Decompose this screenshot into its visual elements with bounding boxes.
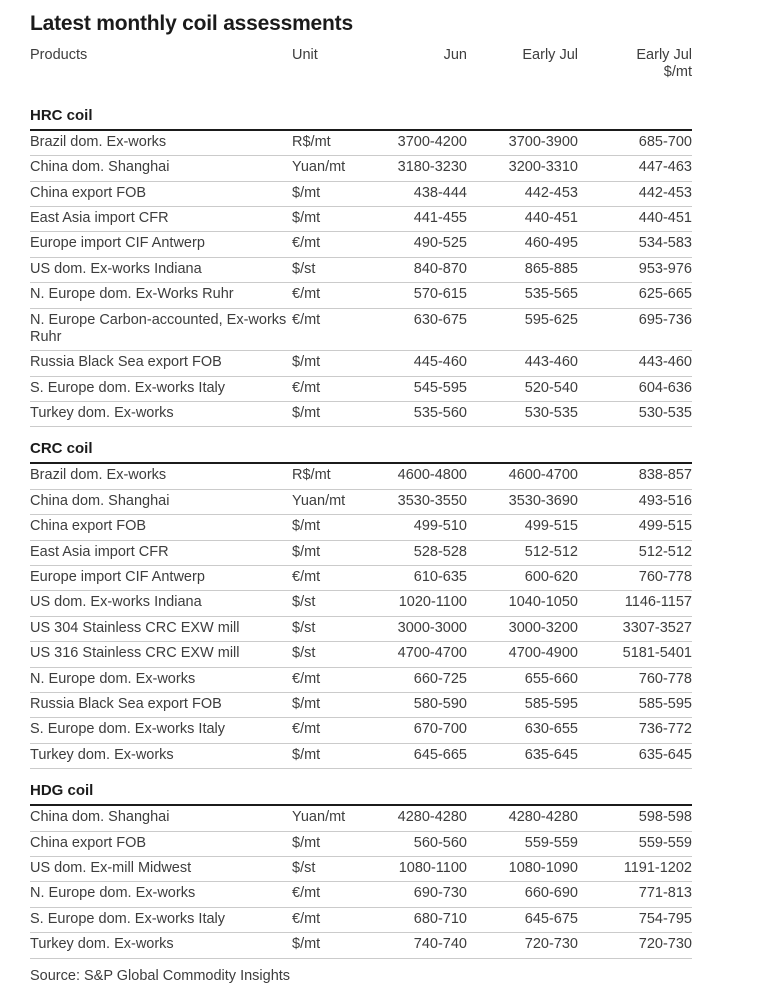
early-jul-usd-cell: 604-636 bbox=[578, 376, 692, 401]
unit-cell: $/mt bbox=[292, 933, 377, 958]
early-jul-cell: 559-559 bbox=[467, 831, 578, 856]
product-cell: Turkey dom. Ex-works bbox=[30, 933, 292, 958]
table-row bbox=[30, 130, 692, 156]
early-jul-usd-cell: 720-730 bbox=[578, 933, 692, 958]
table-row bbox=[30, 489, 692, 514]
early-jul-usd-cell: 695-736 bbox=[578, 308, 692, 351]
col-header-early-jul-usd-line2: $/mt bbox=[663, 64, 692, 81]
unit-cell: $/mt bbox=[292, 351, 377, 376]
early-jul-cell: 1040-1050 bbox=[467, 591, 578, 616]
unit-cell: Yuan/mt bbox=[292, 156, 377, 181]
jun-cell: 4600-4800 bbox=[377, 463, 467, 489]
unit-cell: Yuan/mt bbox=[292, 489, 377, 514]
early-jul-usd-cell: 625-665 bbox=[578, 283, 692, 308]
table-row bbox=[30, 933, 692, 958]
early-jul-cell: 865-885 bbox=[467, 257, 578, 282]
table-row bbox=[30, 692, 692, 717]
table-row bbox=[30, 566, 692, 591]
product-cell: China export FOB bbox=[30, 831, 292, 856]
product-cell: Turkey dom. Ex-works bbox=[30, 743, 292, 768]
early-jul-cell: 520-540 bbox=[467, 376, 578, 401]
jun-cell: 680-710 bbox=[377, 907, 467, 932]
product-cell: N. Europe dom. Ex-works bbox=[30, 667, 292, 692]
early-jul-cell: 4700-4900 bbox=[467, 642, 578, 667]
early-jul-cell: 1080-1090 bbox=[467, 856, 578, 881]
early-jul-cell: 655-660 bbox=[467, 667, 578, 692]
table-row bbox=[30, 257, 692, 282]
unit-cell: Yuan/mt bbox=[292, 805, 377, 831]
source-note: Source: S&P Global Commodity Insights bbox=[30, 967, 291, 984]
unit-cell: $/st bbox=[292, 257, 377, 282]
table-row bbox=[30, 463, 692, 489]
section-header-row-hdg bbox=[30, 769, 692, 806]
early-jul-cell: 630-655 bbox=[467, 718, 578, 743]
jun-cell: 499-510 bbox=[377, 515, 467, 540]
early-jul-usd-cell: 838-857 bbox=[578, 463, 692, 489]
early-jul-cell: 3200-3310 bbox=[467, 156, 578, 181]
unit-cell: $/mt bbox=[292, 515, 377, 540]
early-jul-usd-cell: 534-583 bbox=[578, 232, 692, 257]
product-cell: S. Europe dom. Ex-works Italy bbox=[30, 718, 292, 743]
early-jul-cell: 442-453 bbox=[467, 181, 578, 206]
jun-cell: 570-615 bbox=[377, 283, 467, 308]
jun-cell: 490-525 bbox=[377, 232, 467, 257]
early-jul-cell: 3700-3900 bbox=[467, 130, 578, 156]
coil-assessments-table bbox=[30, 44, 692, 959]
early-jul-cell: 4280-4280 bbox=[467, 805, 578, 831]
jun-cell: 3700-4200 bbox=[377, 130, 467, 156]
early-jul-usd-cell: 736-772 bbox=[578, 718, 692, 743]
product-cell: US dom. Ex-works Indiana bbox=[30, 591, 292, 616]
early-jul-usd-cell: 1191-1202 bbox=[578, 856, 692, 881]
col-header-early-jul: Early Jul bbox=[522, 47, 578, 63]
table-row bbox=[30, 351, 692, 376]
jun-cell: 670-700 bbox=[377, 718, 467, 743]
early-jul-cell: 460-495 bbox=[467, 232, 578, 257]
product-cell: Europe import CIF Antwerp bbox=[30, 566, 292, 591]
early-jul-usd-cell: 512-512 bbox=[578, 540, 692, 565]
unit-cell: €/mt bbox=[292, 667, 377, 692]
jun-cell: 4700-4700 bbox=[377, 642, 467, 667]
table-row bbox=[30, 515, 692, 540]
unit-cell: €/mt bbox=[292, 376, 377, 401]
table-row bbox=[30, 831, 692, 856]
product-cell: N. Europe Carbon-accounted, Ex-works Ruhr bbox=[30, 308, 292, 351]
section-title-crc: CRC coil bbox=[30, 427, 692, 464]
unit-cell: $/st bbox=[292, 591, 377, 616]
early-jul-usd-cell: 3307-3527 bbox=[578, 616, 692, 641]
jun-cell: 740-740 bbox=[377, 933, 467, 958]
table-row bbox=[30, 667, 692, 692]
unit-cell: €/mt bbox=[292, 283, 377, 308]
early-jul-cell: 600-620 bbox=[467, 566, 578, 591]
col-header-jun: Jun bbox=[443, 47, 467, 63]
table-row bbox=[30, 907, 692, 932]
product-cell: Brazil dom. Ex-works bbox=[30, 463, 292, 489]
section-title-hdg: HDG coil bbox=[30, 769, 692, 806]
product-cell: US dom. Ex-works Indiana bbox=[30, 257, 292, 282]
unit-cell: $/mt bbox=[292, 402, 377, 427]
product-cell: China export FOB bbox=[30, 515, 292, 540]
early-jul-cell: 645-675 bbox=[467, 907, 578, 932]
unit-cell: $/mt bbox=[292, 831, 377, 856]
early-jul-usd-cell: 493-516 bbox=[578, 489, 692, 514]
jun-cell: 1080-1100 bbox=[377, 856, 467, 881]
product-cell: US dom. Ex-mill Midwest bbox=[30, 856, 292, 881]
early-jul-cell: 535-565 bbox=[467, 283, 578, 308]
early-jul-usd-cell: 760-778 bbox=[578, 566, 692, 591]
product-cell: China export FOB bbox=[30, 181, 292, 206]
early-jul-cell: 720-730 bbox=[467, 933, 578, 958]
early-jul-cell: 512-512 bbox=[467, 540, 578, 565]
early-jul-usd-cell: 442-453 bbox=[578, 181, 692, 206]
early-jul-usd-cell: 635-645 bbox=[578, 743, 692, 768]
product-cell: East Asia import CFR bbox=[30, 540, 292, 565]
jun-cell: 690-730 bbox=[377, 882, 467, 907]
jun-cell: 630-675 bbox=[377, 308, 467, 351]
early-jul-usd-cell: 585-595 bbox=[578, 692, 692, 717]
early-jul-cell: 530-535 bbox=[467, 402, 578, 427]
early-jul-cell: 585-595 bbox=[467, 692, 578, 717]
early-jul-cell: 595-625 bbox=[467, 308, 578, 351]
early-jul-usd-cell: 598-598 bbox=[578, 805, 692, 831]
unit-cell: €/mt bbox=[292, 232, 377, 257]
jun-cell: 840-870 bbox=[377, 257, 467, 282]
product-cell: N. Europe dom. Ex-works bbox=[30, 882, 292, 907]
unit-cell: $/mt bbox=[292, 743, 377, 768]
table-row bbox=[30, 181, 692, 206]
table-row bbox=[30, 616, 692, 641]
jun-cell: 3000-3000 bbox=[377, 616, 467, 641]
jun-cell: 560-560 bbox=[377, 831, 467, 856]
product-cell: China dom. Shanghai bbox=[30, 805, 292, 831]
jun-cell: 445-460 bbox=[377, 351, 467, 376]
table-header-row bbox=[30, 44, 692, 94]
early-jul-usd-cell: 1146-1157 bbox=[578, 591, 692, 616]
product-cell: Turkey dom. Ex-works bbox=[30, 402, 292, 427]
early-jul-usd-cell: 559-559 bbox=[578, 831, 692, 856]
section-header-row-crc bbox=[30, 427, 692, 464]
jun-cell: 645-665 bbox=[377, 743, 467, 768]
table-row bbox=[30, 376, 692, 401]
product-cell: S. Europe dom. Ex-works Italy bbox=[30, 907, 292, 932]
table-row bbox=[30, 232, 692, 257]
table-row bbox=[30, 718, 692, 743]
table-row bbox=[30, 308, 692, 351]
table-row bbox=[30, 156, 692, 181]
early-jul-usd-cell: 685-700 bbox=[578, 130, 692, 156]
col-header-early-jul-usd bbox=[578, 44, 692, 94]
section-title-hrc: HRC coil bbox=[30, 94, 692, 130]
col-header-products: Products bbox=[30, 47, 88, 63]
section-header-row-hrc bbox=[30, 94, 692, 130]
early-jul-cell: 3530-3690 bbox=[467, 489, 578, 514]
product-cell: N. Europe dom. Ex-Works Ruhr bbox=[30, 283, 292, 308]
table-row bbox=[30, 882, 692, 907]
product-cell: East Asia import CFR bbox=[30, 206, 292, 231]
product-cell: US 316 Stainless CRC EXW mill bbox=[30, 642, 292, 667]
unit-cell: $/mt bbox=[292, 540, 377, 565]
table-row bbox=[30, 743, 692, 768]
jun-cell: 438-444 bbox=[377, 181, 467, 206]
table-row bbox=[30, 540, 692, 565]
early-jul-usd-cell: 499-515 bbox=[578, 515, 692, 540]
table-row bbox=[30, 805, 692, 831]
col-header-early-jul-usd-line1: Early Jul bbox=[636, 47, 692, 63]
early-jul-usd-cell: 5181-5401 bbox=[578, 642, 692, 667]
jun-cell: 1020-1100 bbox=[377, 591, 467, 616]
unit-cell: $/st bbox=[292, 616, 377, 641]
early-jul-usd-cell: 443-460 bbox=[578, 351, 692, 376]
unit-cell: $/mt bbox=[292, 692, 377, 717]
product-cell: Europe import CIF Antwerp bbox=[30, 232, 292, 257]
product-cell: Russia Black Sea export FOB bbox=[30, 692, 292, 717]
product-cell: S. Europe dom. Ex-works Italy bbox=[30, 376, 292, 401]
early-jul-usd-cell: 953-976 bbox=[578, 257, 692, 282]
table-row bbox=[30, 591, 692, 616]
table-row bbox=[30, 283, 692, 308]
product-cell: China dom. Shanghai bbox=[30, 489, 292, 514]
table-row bbox=[30, 856, 692, 881]
early-jul-cell: 4600-4700 bbox=[467, 463, 578, 489]
jun-cell: 528-528 bbox=[377, 540, 467, 565]
jun-cell: 545-595 bbox=[377, 376, 467, 401]
early-jul-cell: 499-515 bbox=[467, 515, 578, 540]
early-jul-cell: 440-451 bbox=[467, 206, 578, 231]
early-jul-usd-cell: 754-795 bbox=[578, 907, 692, 932]
product-cell: China dom. Shanghai bbox=[30, 156, 292, 181]
table-row bbox=[30, 206, 692, 231]
unit-cell: R$/mt bbox=[292, 463, 377, 489]
early-jul-usd-cell: 771-813 bbox=[578, 882, 692, 907]
early-jul-cell: 3000-3200 bbox=[467, 616, 578, 641]
jun-cell: 580-590 bbox=[377, 692, 467, 717]
early-jul-usd-cell: 440-451 bbox=[578, 206, 692, 231]
unit-cell: €/mt bbox=[292, 718, 377, 743]
page-title: Latest monthly coil assessments bbox=[30, 12, 353, 35]
col-header-unit: Unit bbox=[292, 47, 318, 63]
jun-cell: 610-635 bbox=[377, 566, 467, 591]
jun-cell: 3530-3550 bbox=[377, 489, 467, 514]
unit-cell: €/mt bbox=[292, 566, 377, 591]
early-jul-cell: 443-460 bbox=[467, 351, 578, 376]
early-jul-cell: 660-690 bbox=[467, 882, 578, 907]
jun-cell: 3180-3230 bbox=[377, 156, 467, 181]
unit-cell: €/mt bbox=[292, 907, 377, 932]
early-jul-usd-cell: 447-463 bbox=[578, 156, 692, 181]
product-cell: US 304 Stainless CRC EXW mill bbox=[30, 616, 292, 641]
unit-cell: $/mt bbox=[292, 206, 377, 231]
unit-cell: €/mt bbox=[292, 308, 377, 351]
unit-cell: €/mt bbox=[292, 882, 377, 907]
jun-cell: 660-725 bbox=[377, 667, 467, 692]
jun-cell: 4280-4280 bbox=[377, 805, 467, 831]
product-cell: Russia Black Sea export FOB bbox=[30, 351, 292, 376]
unit-cell: $/st bbox=[292, 642, 377, 667]
product-cell: Brazil dom. Ex-works bbox=[30, 130, 292, 156]
jun-cell: 535-560 bbox=[377, 402, 467, 427]
early-jul-usd-cell: 760-778 bbox=[578, 667, 692, 692]
jun-cell: 441-455 bbox=[377, 206, 467, 231]
table-row bbox=[30, 642, 692, 667]
unit-cell: $/st bbox=[292, 856, 377, 881]
early-jul-usd-cell: 530-535 bbox=[578, 402, 692, 427]
unit-cell: R$/mt bbox=[292, 130, 377, 156]
table-row bbox=[30, 402, 692, 427]
unit-cell: $/mt bbox=[292, 181, 377, 206]
early-jul-cell: 635-645 bbox=[467, 743, 578, 768]
